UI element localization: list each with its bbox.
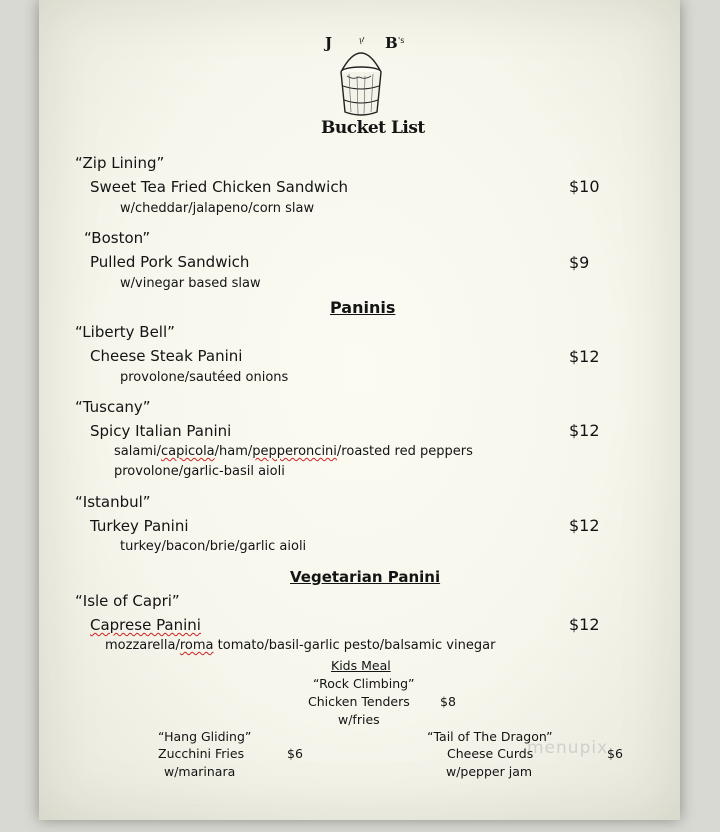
item-name-tuscany: “Tuscany” — [75, 398, 151, 416]
menu-page — [39, 0, 680, 820]
kids-dish-cheese-curds: Cheese Curds — [447, 746, 534, 761]
section-kids-meal: Kids Meal — [331, 658, 391, 673]
price-liberty-bell: $12 — [569, 347, 600, 366]
desc-part-spellcheck: roma — [179, 638, 214, 653]
desc-part: /ham/ — [214, 444, 253, 459]
watermark: menupix — [527, 738, 609, 758]
desc-istanbul: turkey/bacon/brie/garlic aioli — [120, 539, 307, 554]
logo-mark: 's — [398, 36, 405, 45]
dish-turkey-panini: Turkey Panini — [90, 517, 189, 535]
desc-zip-lining: w/cheddar/jalapeno/corn slaw — [120, 201, 315, 216]
logo-letter-right: B — [385, 34, 398, 52]
desc-part: salami/ — [114, 444, 161, 459]
price-istanbul: $12 — [569, 516, 600, 535]
item-name-liberty-bell: “Liberty Bell” — [75, 323, 175, 341]
item-name-boston: “Boston” — [84, 229, 151, 247]
price-isle-of-capri: $12 — [569, 615, 600, 634]
logo-letter-left: J — [325, 34, 333, 52]
kids-name-hang-gliding: “Hang Gliding” — [158, 729, 252, 744]
kids-price-hang-gliding: $6 — [287, 746, 303, 761]
price-tuscany: $12 — [569, 421, 600, 440]
item-name-istanbul: “Istanbul” — [75, 493, 151, 511]
kids-price-rock-climbing: $8 — [440, 694, 456, 709]
kids-name-tail-of-the-dragon: “Tail of The Dragon” — [427, 729, 553, 744]
desc-isle-of-capri — [105, 638, 495, 653]
kids-dish-zucchini-fries: Zucchini Fries — [158, 746, 245, 761]
price-boston: $9 — [569, 253, 590, 272]
logo-title: Bucket List — [321, 118, 425, 138]
dish-spicy-italian: Spicy Italian Panini — [90, 422, 232, 440]
desc-boston: w/vinegar based slaw — [120, 276, 261, 291]
desc-part: tomato/basil-garlic pesto/balsamic vinegar — [213, 638, 496, 653]
desc-part-spellcheck: pepperoncini — [252, 444, 337, 459]
desc-part: /roasted red peppers — [336, 444, 473, 459]
price-zip-lining: $10 — [569, 177, 600, 196]
kids-desc-hang-gliding: w/marinara — [164, 764, 236, 779]
dish-sweet-tea-chicken: Sweet Tea Fried Chicken Sandwich — [90, 178, 349, 196]
kids-desc-tail-of-the-dragon: w/pepper jam — [446, 764, 533, 779]
kids-dish-chicken-tenders: Chicken Tenders — [308, 694, 410, 709]
desc-part: mozzarella/ — [105, 638, 180, 653]
kids-desc-rock-climbing: w/fries — [338, 712, 380, 727]
desc-liberty-bell: provolone/sautéed onions — [120, 370, 289, 385]
desc-tuscany-line1 — [114, 444, 473, 459]
item-name-zip-lining: “Zip Lining” — [75, 154, 165, 172]
section-vegetarian: Vegetarian Panini — [290, 568, 441, 586]
kids-name-rock-climbing: “Rock Climbing” — [313, 676, 415, 691]
section-paninis: Paninis — [330, 298, 396, 317]
dish-cheese-steak: Cheese Steak Panini — [90, 347, 243, 365]
dish-pulled-pork: Pulled Pork Sandwich — [90, 253, 250, 271]
kids-price-tail-of-the-dragon: $6 — [607, 746, 623, 761]
dish-caprese: Caprese Panini — [90, 616, 201, 634]
item-name-isle-of-capri: “Isle of Capri” — [75, 592, 180, 610]
desc-part-spellcheck: capicola — [160, 444, 215, 459]
desc-tuscany-line2: provolone/garlic-basil aioli — [114, 464, 285, 479]
bucket-icon — [335, 32, 387, 120]
